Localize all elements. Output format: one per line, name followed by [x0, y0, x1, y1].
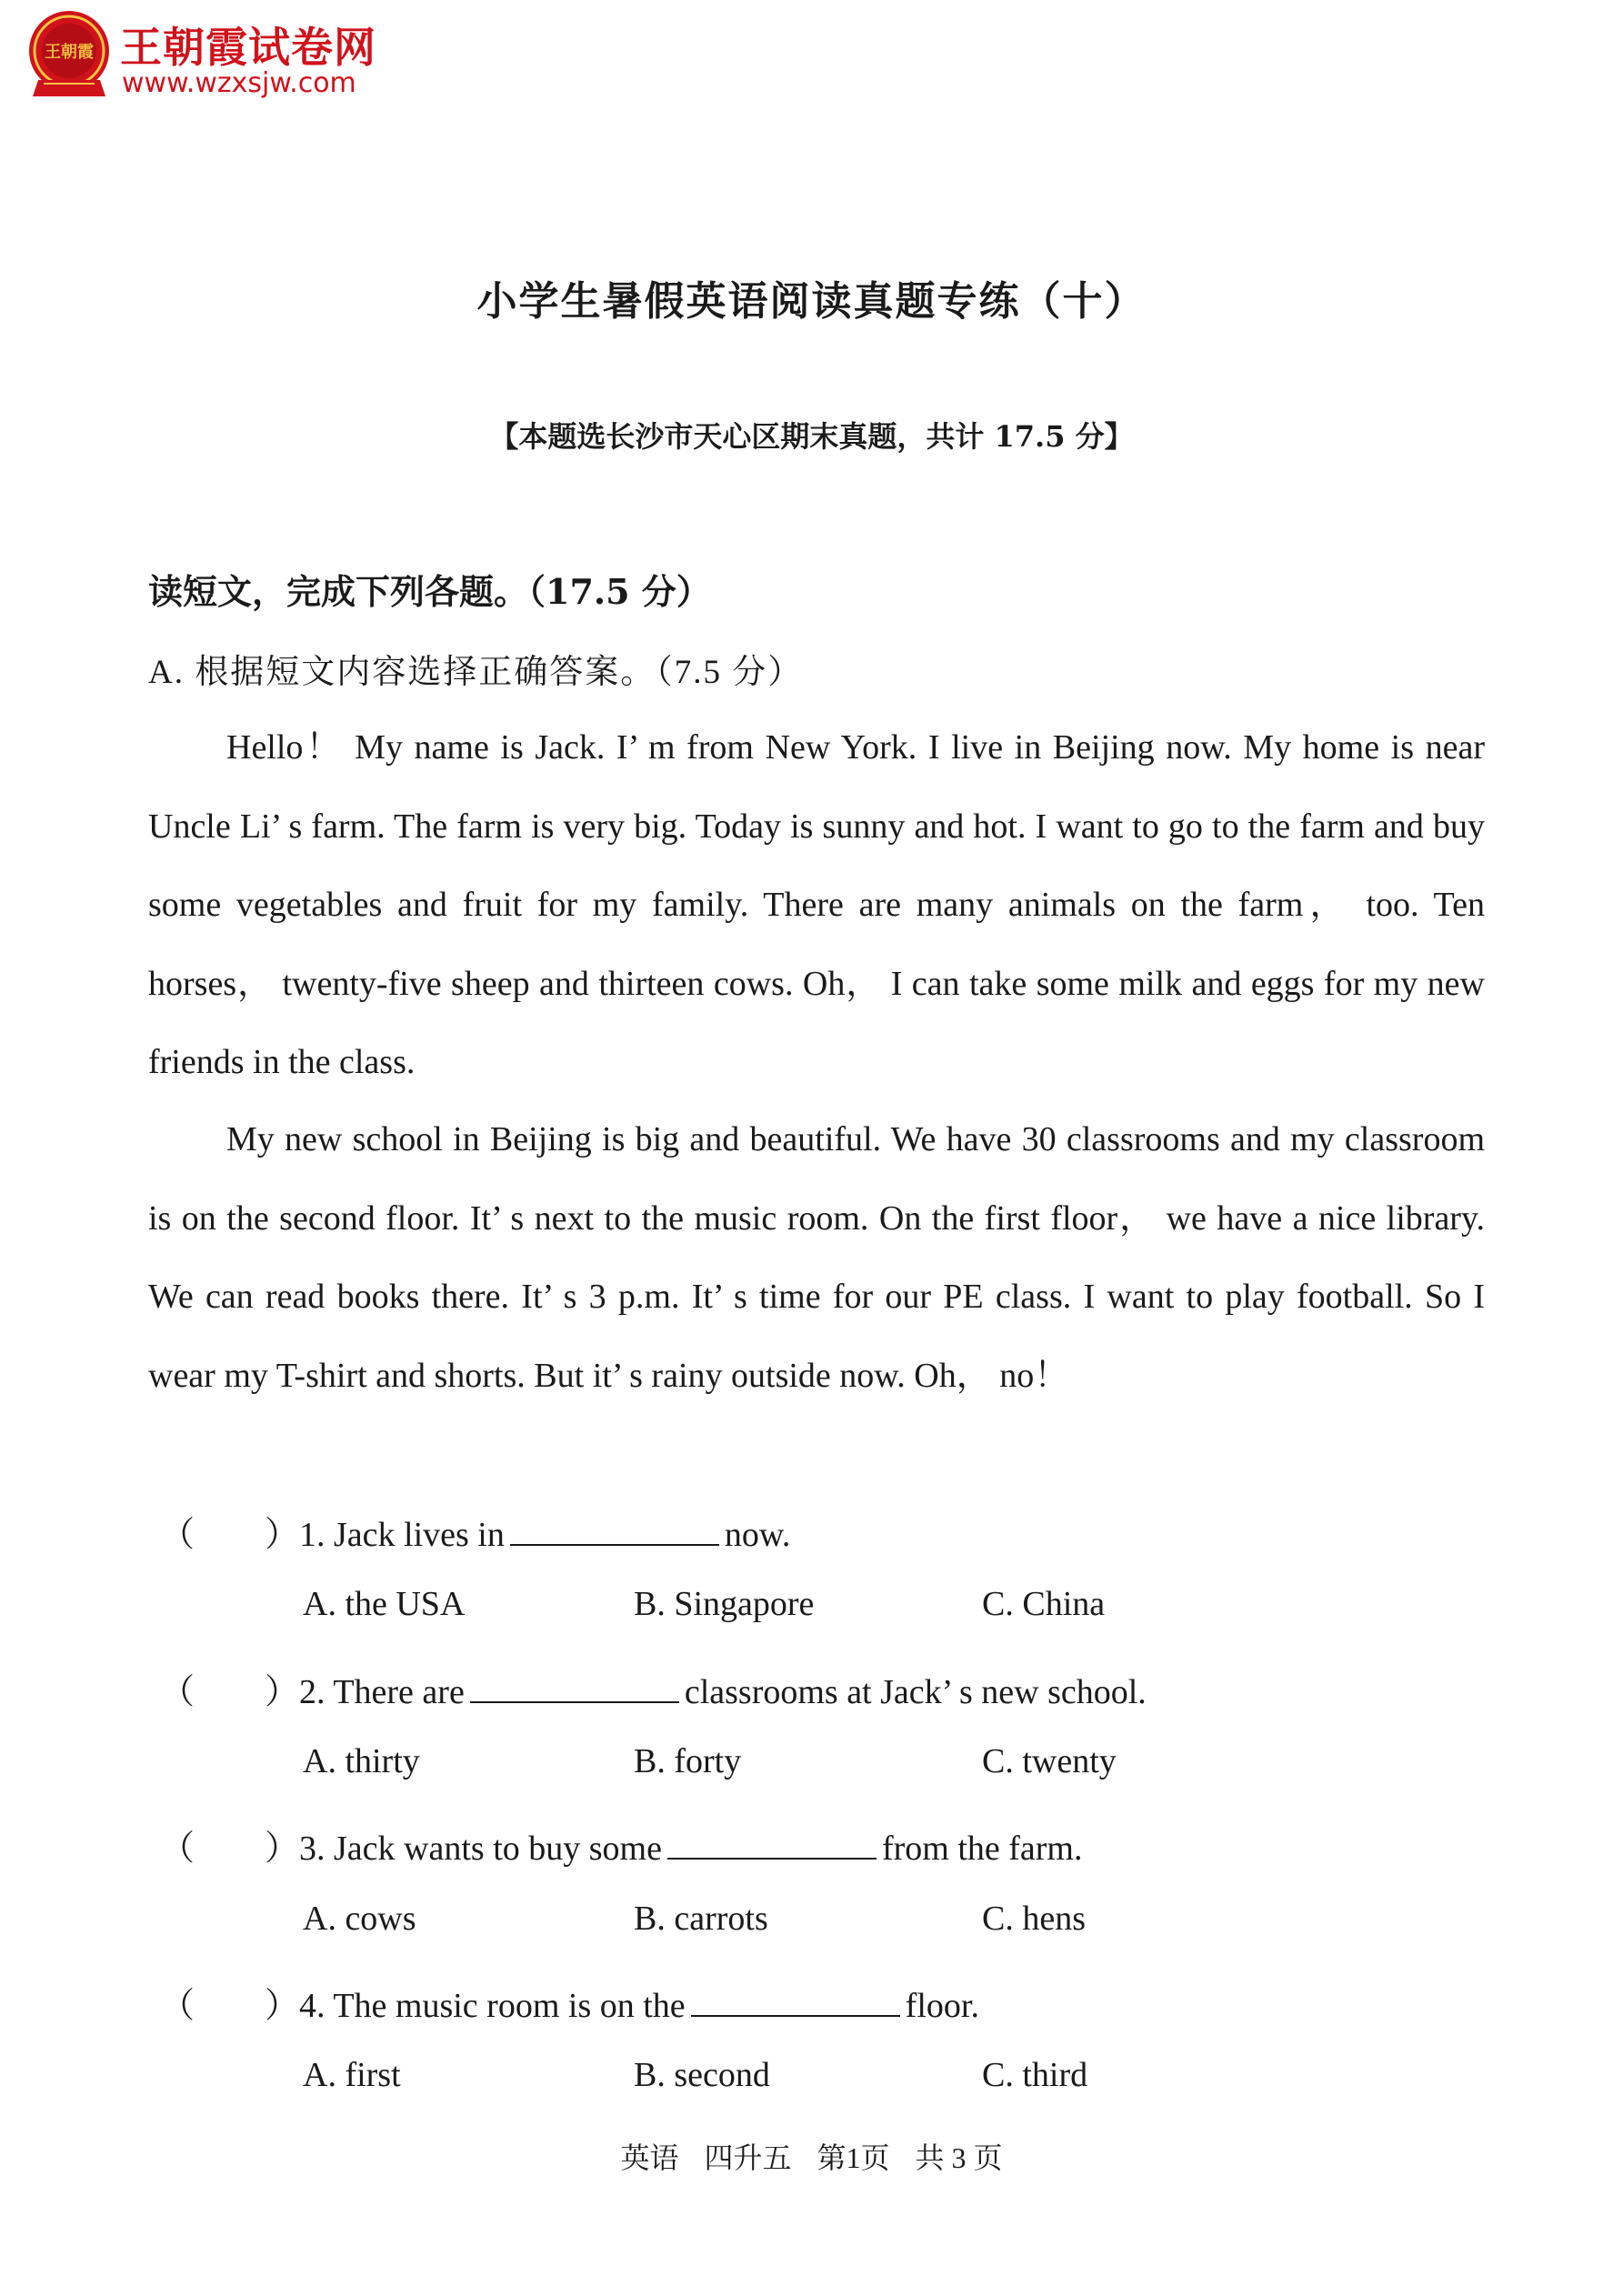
question-text: 4. The music room is on the: [299, 1987, 686, 2025]
part-a-instruction: A. 根据短文内容选择正确答案。（7.5 分）: [148, 654, 804, 691]
answer-paren-close: ）: [265, 1516, 300, 1554]
option-a[interactable]: A. cows: [303, 1900, 416, 1938]
question-4: [160, 1977, 979, 2027]
footer-grade: 四升五: [704, 2141, 792, 2174]
section-heading: 读短文，完成下列各题。（17.5 分）: [148, 571, 711, 612]
option-b[interactable]: B. Singapore: [634, 1585, 815, 1623]
answer-paren-close: ）: [265, 1830, 300, 1868]
option-a[interactable]: A. thirty: [303, 1742, 420, 1780]
option-a[interactable]: A. the USA: [303, 1585, 466, 1623]
answer-blank[interactable]: [667, 1830, 877, 1860]
passage-paragraph-2: My new school in Beijing is big and beautiful. We have 30 classrooms and my classroom is on the second floor. It’ s next to the music room. On the first floor， we have a nice library. We can read books there. It’ s 3 p.m. It’ s time for our PE class. I want to play football. So I wear my T-shirt and shorts. But it’ s rainy outside now. Oh， no！: [148, 1120, 1485, 1395]
answer-paren-close: ）: [265, 1673, 300, 1711]
question-text: 2. There are: [299, 1673, 465, 1711]
answer-paren-close: ）: [265, 1987, 300, 2025]
passage-paragraph-1: Hello！ My name is Jack. I’ m from New York. I live in Beijing now. My home is near Uncle Li’ s farm. The farm is very big. Today is sunny and hot. I want to go to the farm and buy some vegetables and fruit for my family. There are many animals on the farm， too. Ten horses， twenty-five sheep and thirteen cows. Oh， I can take some milk and eggs for my new friends in the class.: [148, 728, 1485, 1081]
answer-blank[interactable]: [470, 1674, 679, 1703]
page-subtitle: 【本题选长沙市天心区期末真题，共计 17.5 分】: [489, 419, 1134, 454]
logo-title: 王朝霞试卷网: [120, 23, 376, 72]
site-logo: [25, 9, 407, 109]
answer-blank[interactable]: [691, 1988, 900, 2017]
answer-paren-open: （: [160, 1987, 195, 2025]
footer-subject: 英语: [620, 2141, 679, 2174]
option-c[interactable]: C. third: [982, 2056, 1088, 2094]
option-c[interactable]: C. hens: [982, 1900, 1086, 1938]
page-footer: [0, 2135, 1623, 2177]
footer-page-number: 第1页: [817, 2141, 890, 2174]
answer-paren-open: （: [160, 1516, 195, 1554]
option-b[interactable]: B. carrots: [634, 1900, 768, 1938]
answer-paren-open: （: [160, 1673, 195, 1711]
question-text-after: from the farm.: [881, 1830, 1083, 1868]
option-c[interactable]: C. twenty: [982, 1742, 1117, 1780]
question-1: [160, 1506, 790, 1556]
question-text-after: classrooms at Jack’ s new school.: [684, 1673, 1147, 1711]
logo-url[interactable]: www.wzxsjw.com: [122, 67, 356, 99]
option-c[interactable]: C. China: [982, 1585, 1106, 1623]
question-2: [160, 1663, 1147, 1713]
page-title: 小学生暑假英语阅读真题专练（十）: [476, 278, 1147, 325]
answer-paren-open: （: [160, 1830, 195, 1868]
option-a[interactable]: A. first: [303, 2056, 401, 2094]
question-text: 3. Jack wants to buy some: [299, 1830, 662, 1868]
question-3: [160, 1820, 1083, 1870]
option-b[interactable]: B. second: [634, 2056, 770, 2094]
question-text: 1. Jack lives in: [299, 1516, 505, 1554]
logo-badge-text: 王朝霞: [45, 43, 94, 62]
option-b[interactable]: B. forty: [634, 1742, 742, 1780]
answer-blank[interactable]: [510, 1517, 719, 1546]
question-text-after: now.: [724, 1516, 791, 1554]
question-text-after: floor.: [905, 1987, 979, 2025]
footer-total-pages: 共 3 页: [915, 2141, 1003, 2174]
